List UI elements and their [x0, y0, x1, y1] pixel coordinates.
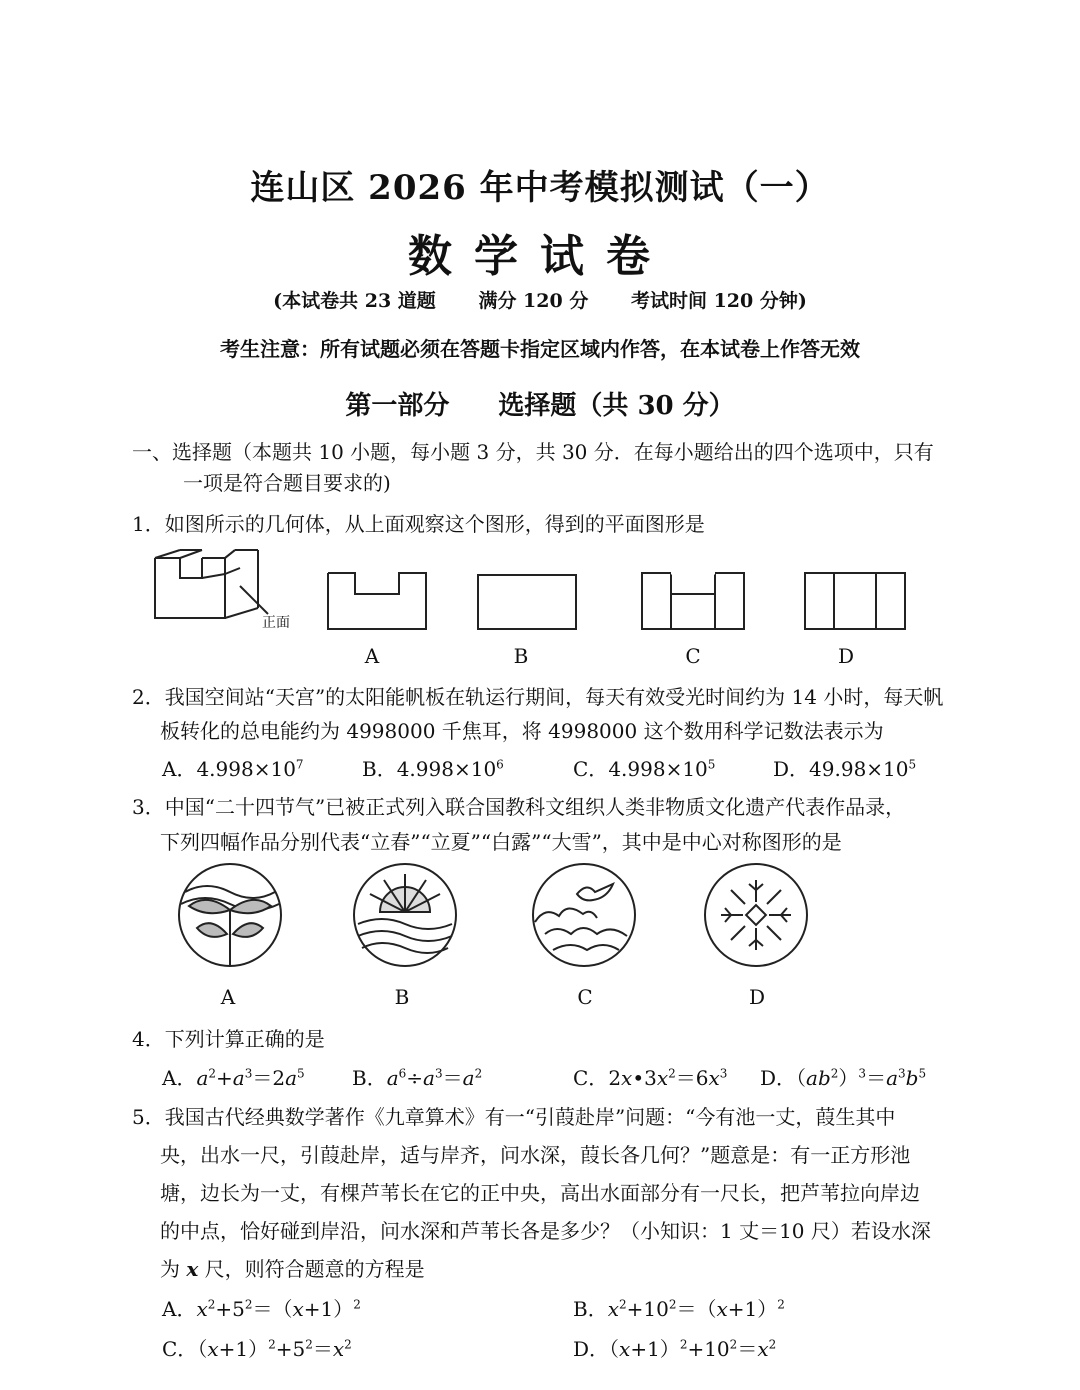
q3-stem-1: 3．中国“二十四节气”已被正式列入联合国教科文组织人类非物质文化遗产代表作品录，: [132, 795, 906, 819]
q2-option-d: D．$49.98\times 10^5$: [773, 757, 917, 781]
q1-option-c-label: C: [685, 644, 701, 668]
q5-stem-4: 的中点，恰好碰到岸沿，问水深和芦苇长各是多少？（小知识：1 丈＝10 尺）若设水深: [160, 1219, 931, 1243]
q3-option-a-figure: [177, 862, 283, 968]
q5-option-d: D．$(x+1)^2+10^2=x^2$: [573, 1337, 777, 1361]
q2-option-c: C．$4.998\times 10^5$: [573, 757, 716, 781]
q3-stem-2: 下列四幅作品分别代表“立春”“立夏”“白露”“大雪”，其中是中心对称图形的是: [160, 830, 842, 854]
q3-option-a-label: A: [220, 985, 236, 1009]
q3-option-d-label: D: [748, 985, 766, 1009]
exam-info: [0, 286, 1080, 313]
q5-stem-1: 5．我国古代经典数学著作《九章算术》有一“引葭赴岸”问题：“今有池一丈，葭生其中: [132, 1105, 896, 1129]
q5-stem-5: 为 x 尺，则符合题意的方程是: [160, 1257, 425, 1281]
q1-stem: 1．如图所示的几何体，从上面观察这个图形，得到的平面图形是: [132, 512, 705, 536]
q2-stem-1: 2．我国空间站“天宫”的太阳能帆板在轨运行期间，每天有效受光时间约为 14 小时，每天帆: [132, 685, 944, 709]
q5-option-b: B．$x^2+10^2=(x+1)^2$: [573, 1297, 785, 1321]
q2-option-b: B．$4.998\times 10^6$: [362, 757, 504, 781]
q5-stem-3: 塘，边长为一丈，有棵芦苇长在它的正中央，高出水面部分有一尺长，把芦苇拉向岸边: [160, 1181, 920, 1205]
q1-option-b-label: B: [513, 644, 529, 668]
section-instruction-2: 一项是符合题目要求的): [183, 471, 391, 495]
exam-info-count: (本试卷共 23 道题: [273, 290, 436, 312]
q3-option-c-figure: [531, 862, 637, 968]
q4-option-d: D．$(ab^2)^3=a^3b^5$: [760, 1066, 927, 1090]
q5-option-a: A．$x^2+5^2=(x+1)^2$: [162, 1297, 361, 1321]
exam-notice: 考生注意：所有试题必须在答题卡指定区域内作答，在本试卷上作答无效: [220, 337, 860, 361]
q3-option-d-figure: [703, 862, 809, 968]
exam-title: 连山区 2026 年中考模拟测试（一）: [250, 168, 830, 208]
section-instruction-1: 一、选择题（本题共 10 小题，每小题 3 分，共 30 分．在每小题给出的四个选项中，只有: [132, 440, 934, 464]
q5-option-c: C．$(x+1)^2+5^2=x^2$: [162, 1337, 352, 1361]
q3-option-b-label: B: [394, 985, 410, 1009]
q1-option-d-label: D: [837, 644, 855, 668]
part-name: 第一部分: [345, 391, 450, 421]
q3-option-b-figure: [352, 862, 458, 968]
q1-option-c-figure: [641, 572, 745, 630]
q4-option-c: C．$2x•3x^2=6x^3$: [573, 1066, 728, 1090]
q1-option-a-figure: [327, 572, 427, 630]
q1-option-d-figure: [804, 572, 906, 630]
q1-option-a-label: A: [364, 644, 380, 668]
q1-front-label: 正面: [262, 615, 290, 631]
q4-stem: 4．下列计算正确的是: [132, 1027, 325, 1051]
part-title: [0, 385, 1080, 422]
q1-option-b-figure: [477, 574, 577, 630]
q4-option-b: B．$a^6\div a^3=a^2$: [352, 1066, 483, 1090]
q2-stem-2: 板转化的总电能约为 4998000 千焦耳，将 4998000 这个数用科学记数法表示为: [160, 719, 884, 743]
subject-title: 数学试卷: [408, 231, 672, 282]
exam-info-score: 满分 120 分: [478, 290, 589, 312]
q2-option-a: A．$4.998\times 10^7$: [162, 757, 304, 781]
part-desc: 选择题（共 30 分）: [498, 391, 735, 421]
q5-stem-2: 央，出水一尺，引葭赴岸，适与岸齐，问水深，葭长各几何？”题意是：有一正方形池: [160, 1143, 911, 1167]
q4-option-a: A．$a^2+a^3=2a^5$: [162, 1066, 305, 1090]
exam-info-time: 考试时间 120 分钟): [630, 290, 807, 312]
q3-option-c-label: C: [577, 985, 593, 1009]
